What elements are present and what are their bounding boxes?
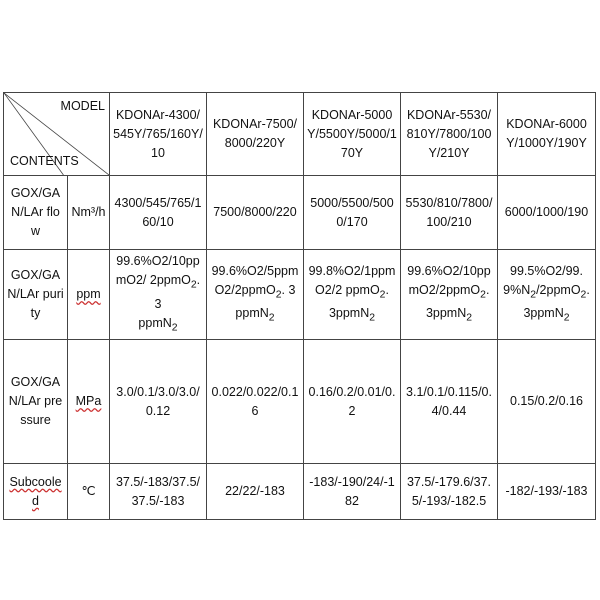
purity-5-f: . xyxy=(586,282,590,297)
subcooled-value-5: -182/-193/-183 xyxy=(498,464,596,520)
flow-value-5: 6000/1000/190 xyxy=(498,176,596,250)
flow-unit: Nm³/h xyxy=(68,176,110,250)
pressure-value-3: 0.16/0.2/0.01/0.2 xyxy=(304,340,401,464)
purity-4-c: 2 xyxy=(480,289,486,300)
purity-3-d: . xyxy=(385,282,389,297)
purity-1-a: 99.6%O2/10ppmO2/ 2 xyxy=(115,254,200,287)
purity-4-d: . xyxy=(485,282,490,297)
model-header-4: KDONAr-5530/810Y/7800/100Y/210Y xyxy=(401,93,498,176)
purity-2-b: ppmO xyxy=(241,282,276,297)
purity-4-a: 99.6%O2/10ppmO2/2 xyxy=(407,263,491,297)
purity-1-e: ppmN xyxy=(138,315,172,330)
contents-label: CONTENTS xyxy=(10,154,79,168)
subcooled-value-2: 22/22/-183 xyxy=(207,464,304,520)
purity-5-g: 3ppmN xyxy=(523,306,564,320)
purity-3-f: 2 xyxy=(369,312,376,324)
subcooled-param-text: Subcooled xyxy=(9,474,62,508)
purity-unit xyxy=(68,250,110,340)
purity-5-a: 99.5%O2/99.9%N xyxy=(503,263,583,297)
pressure-row xyxy=(4,340,596,464)
flow-value-1: 4300/545/765/160/10 xyxy=(110,176,207,250)
pressure-unit xyxy=(68,340,110,464)
purity-1-c: 2 xyxy=(190,279,197,291)
purity-row xyxy=(4,250,596,340)
purity-1-f: 2 xyxy=(171,322,178,333)
flow-value-2: 7500/8000/220 xyxy=(207,176,304,250)
purity-2-a: 99.6%O2/5ppmO2/2 xyxy=(211,263,299,297)
purity-4-f: 2 xyxy=(466,312,473,324)
purity-unit-text: ppm xyxy=(76,287,101,301)
purity-3-e: 3ppmN xyxy=(328,306,370,320)
pressure-value-5: 0.15/0.2/0.16 xyxy=(498,340,596,464)
pressure-value-1: 3.0/0.1/3.0/3.0/0.12 xyxy=(110,340,207,464)
flow-value-4: 5530/810/7800/100/210 xyxy=(401,176,498,250)
purity-value-5 xyxy=(498,250,596,340)
flow-row xyxy=(4,176,596,250)
purity-value-3 xyxy=(304,250,401,340)
purity-value-1 xyxy=(110,250,207,340)
subcooled-value-1: 37.5/-183/37.5/37.5/-183 xyxy=(110,464,207,520)
purity-param: GOX/GAN/LAr purity xyxy=(4,250,68,340)
purity-5-d: ppmO xyxy=(546,282,581,297)
flow-value-3: 5000/5500/5000/170 xyxy=(304,176,401,250)
model-header-2: KDONAr-7500/8000/220Y xyxy=(207,93,304,176)
purity-value-4 xyxy=(401,250,498,340)
model-header-1: KDONAr-4300/545Y/765/160Y/10 xyxy=(110,93,207,176)
purity-5-h: 2 xyxy=(563,312,570,324)
purity-1-b: ppmO xyxy=(156,273,191,287)
model-header-5: KDONAr-6000Y/1000Y/190Y xyxy=(498,93,596,176)
purity-3-c: 2 xyxy=(379,289,386,300)
purity-4-e: 3ppmN xyxy=(425,306,467,320)
model-label: MODEL xyxy=(60,99,105,113)
model-header-3: KDONAr-5000Y/5500Y/5000/170Y xyxy=(304,93,401,176)
spec-table xyxy=(3,92,596,520)
subcooled-row xyxy=(4,464,596,520)
subcooled-unit: ℃ xyxy=(68,464,110,520)
purity-2-f: 2 xyxy=(268,312,275,324)
pressure-param: GOX/GAN/LAr pressure xyxy=(4,340,68,464)
purity-value-2 xyxy=(207,250,304,340)
purity-2-d: . 3 xyxy=(281,282,296,297)
flow-param: GOX/GAN/LAr flow xyxy=(4,176,68,250)
header-row xyxy=(4,93,596,176)
subcooled-value-4: 37.5/-179.6/37.5/-193/-182.5 xyxy=(401,464,498,520)
purity-5-e: 2 xyxy=(580,289,587,300)
purity-2-c: 2 xyxy=(275,289,282,300)
subcooled-value-3: -183/-190/24/-182 xyxy=(304,464,401,520)
pressure-value-2: 0.022/0.022/0.16 xyxy=(207,340,304,464)
diagonal-header-cell xyxy=(4,93,110,176)
pressure-unit-text: MPa xyxy=(75,394,102,408)
purity-1-d: . 3 xyxy=(154,273,201,311)
purity-5-c: /2 xyxy=(536,282,547,297)
subcooled-param xyxy=(4,464,68,520)
purity-3-a: 99.8%O2/1ppmO2/2 xyxy=(308,263,396,297)
purity-4-b: ppmO xyxy=(446,282,481,297)
purity-3-b: ppmO xyxy=(345,282,380,297)
purity-5-b: 2 xyxy=(530,289,537,300)
pressure-value-4: 3.1/0.1/0.115/0.4/0.44 xyxy=(401,340,498,464)
purity-2-e: ppmN xyxy=(235,306,269,320)
